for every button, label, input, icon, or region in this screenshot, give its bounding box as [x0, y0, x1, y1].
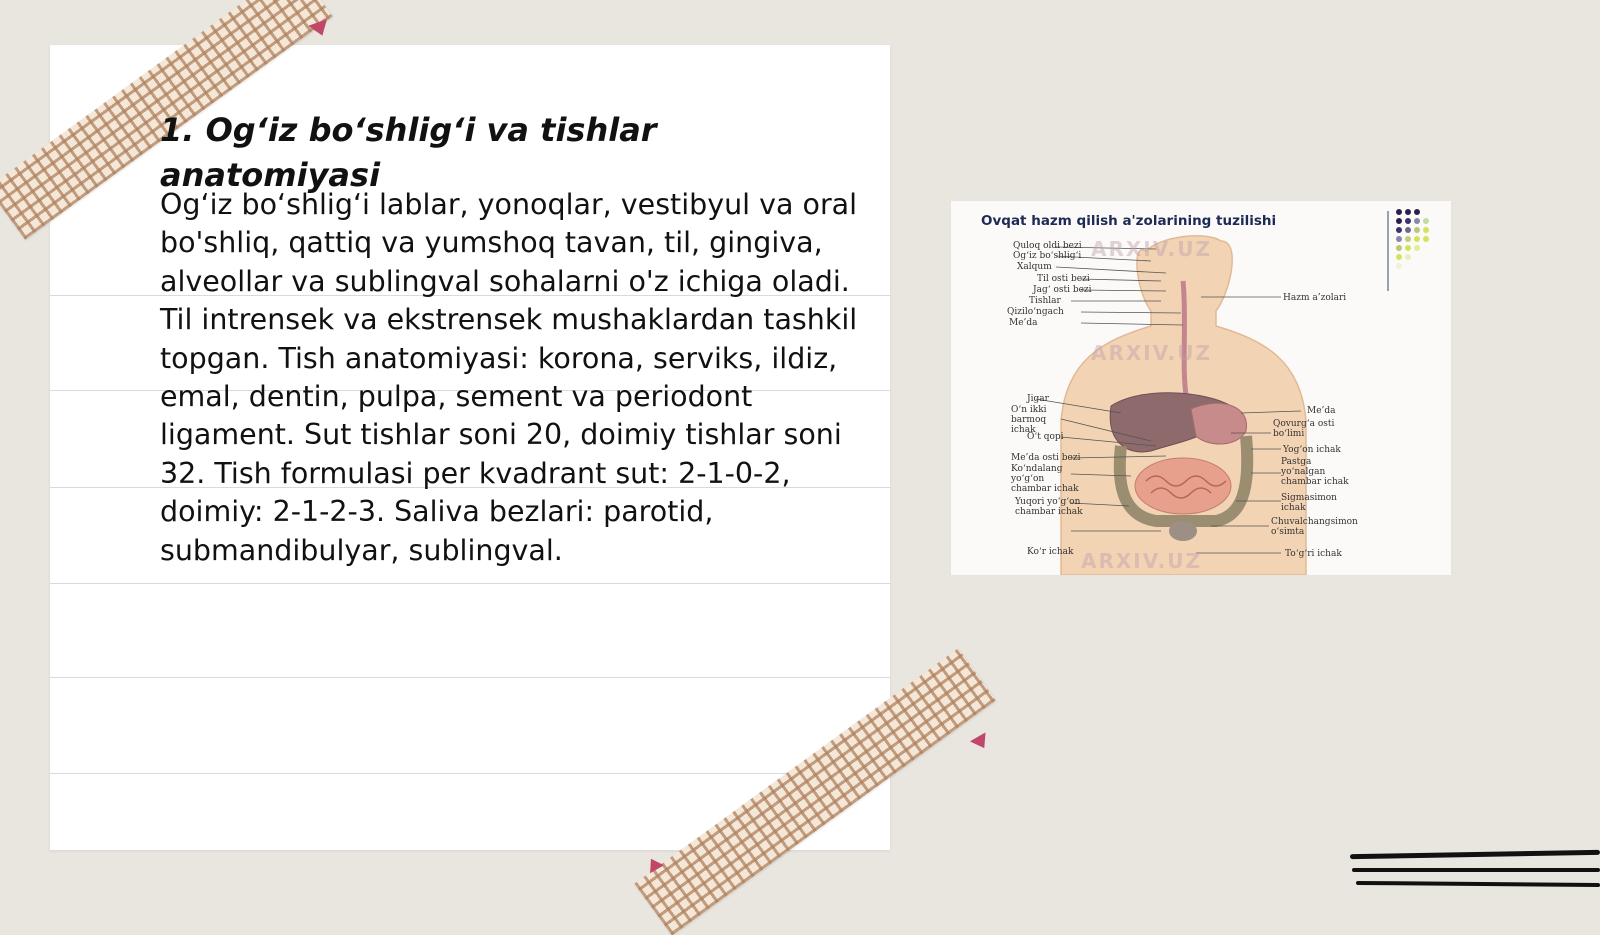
paper-rule	[50, 773, 890, 774]
figure-label: To‘g‘ri ichak	[1285, 549, 1342, 559]
paper-rule	[50, 583, 890, 584]
brush-stroke	[1350, 850, 1600, 859]
figure-label: Me’da	[1307, 406, 1336, 416]
figure-label: Me’da osti bezi	[1011, 453, 1081, 463]
stomach-shape	[1191, 403, 1247, 444]
figure-label: Tishlar	[1029, 296, 1061, 306]
figure-label: Pastga yo‘nalgan chambar ichak	[1281, 457, 1349, 487]
figure-label: Chuvalchangsimon o‘simta	[1271, 517, 1358, 537]
figure-label: Quloq oldi bezi	[1013, 241, 1082, 251]
figure-label: Jag‘ osti bezi	[1033, 285, 1092, 295]
figure-label: Til osti bezi	[1037, 274, 1090, 284]
figure-watermark: ARXIV.UZ	[1081, 549, 1202, 573]
brush-stroke	[1356, 881, 1600, 887]
figure-label: Sigmasimon ichak	[1281, 493, 1337, 513]
figure-title: Ovqat hazm qilish a'zolarining tuzilishi	[981, 213, 1277, 229]
rectum-shape	[1169, 521, 1197, 541]
figure-watermark: ARXIV.UZ	[1091, 237, 1212, 261]
slide-body-text: Og‘iz bo‘shlig‘i lablar, yonoqlar, vestibyul va oral bo'shliq, qattiq va yumshoq tavan, til, gingiva, alveollar va sublingval sohalarni o'z ichiga oladi. Til intrensek va ekstrensek mushaklardan tashkil topgan. Tish anatomiyasi: korona, serviks, ildiz, emal, dentin, pulpa, sement va periodont ligament. Sut tishlar soni 20, doimiy tishlar soni 32. Tish formulasi per kvadrant sut: 2-1-0-2, doimiy: 2-1-2-3. Saliva bezlari: parotid, submandibulyar, sublingval.	[160, 188, 858, 567]
slide-title: 1. Og‘iz bo‘shlig‘i va tishlar anatomiyasi	[160, 111, 657, 194]
figure-label: Jigar	[1027, 394, 1049, 404]
figure-label: Xalqum	[1017, 262, 1052, 272]
figure-label: Ko‘r ichak	[1027, 547, 1074, 557]
figure-label: Yog‘on ichak	[1283, 445, 1341, 455]
figure-label: Qovurg‘a osti bo‘limi	[1273, 419, 1335, 439]
figure-label: Me’da	[1009, 318, 1038, 328]
figure-watermark: ARXIV.UZ	[1091, 341, 1212, 365]
paper-rule	[50, 677, 890, 678]
brush-stroke	[1352, 868, 1600, 872]
figure-label: Yuqori yo‘g‘on chambar ichak	[1015, 497, 1083, 517]
pin-icon	[970, 732, 992, 752]
digestive-system-figure	[950, 200, 1452, 576]
figure-label: Qizilo‘ngach	[1007, 307, 1064, 317]
figure-label: O‘t qopi	[1027, 432, 1064, 442]
figure-label: Ko‘ndalang yo‘g‘on chambar ichak	[1011, 464, 1079, 494]
figure-divider	[1387, 211, 1389, 291]
figure-label: Hazm a’zolari	[1283, 293, 1347, 303]
figure-label: Og‘iz bo‘shlig‘i	[1013, 251, 1082, 261]
figure-label: O‘n ikki barmoq ichak	[1011, 405, 1047, 435]
dot-grid-icon	[1396, 209, 1448, 279]
